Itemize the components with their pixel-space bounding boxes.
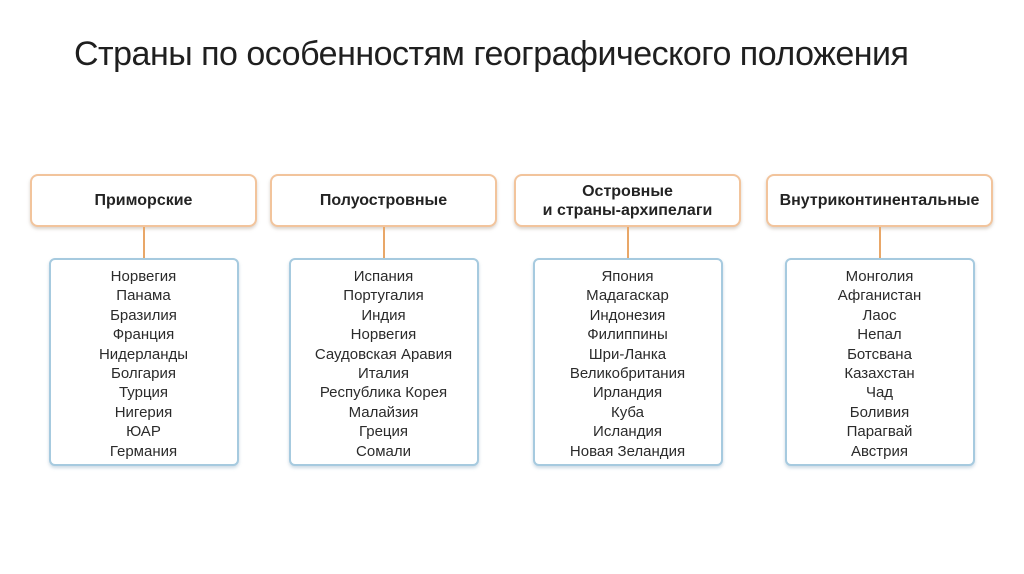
country-item: Великобритания (569, 365, 686, 383)
country-list-box (533, 258, 723, 466)
category-header-box (766, 174, 993, 227)
category-header-box (270, 174, 497, 227)
country-item: Новая Зеландия (569, 442, 686, 460)
country-list-box (289, 258, 479, 466)
category-label: Внутриконтинентальные (779, 192, 980, 209)
country-item: ЮАР (126, 423, 161, 441)
country-item: Боливия (849, 403, 910, 421)
category-label: Приморские (94, 192, 193, 209)
country-item: Турция (118, 384, 169, 402)
country-item: Австрия (850, 442, 909, 460)
country-item: Куба (611, 403, 644, 421)
country-item: Германия (109, 442, 178, 460)
country-item: Монголия (845, 268, 914, 285)
country-item: Шри-Ланка (588, 345, 667, 363)
category-label: Полуостровные (319, 192, 448, 209)
country-item: Республика Корея (319, 384, 448, 402)
country-item: Нигерия (114, 403, 173, 421)
category-column (30, 174, 257, 466)
connector-line (879, 227, 881, 258)
country-item: Панама (116, 287, 171, 305)
category-header-box (514, 174, 741, 227)
country-item: Казахстан (844, 365, 915, 383)
country-item: Норвегия (350, 326, 417, 344)
country-item: Филиппины (587, 326, 668, 344)
category-label: и страны-архипелаги (542, 201, 713, 219)
country-item: Исландия (593, 423, 662, 441)
country-list-box (49, 258, 239, 466)
country-item: Франция (112, 326, 175, 344)
country-item: Ирландия (592, 384, 663, 402)
country-item: Болгария (111, 365, 176, 383)
country-item: Индонезия (589, 306, 666, 324)
country-item: Бразилия (110, 306, 177, 324)
category-header-box (30, 174, 257, 227)
country-item: Лаос (862, 306, 897, 324)
country-item: Ботсвана (847, 345, 912, 363)
connector-line (143, 227, 145, 258)
country-item: Индия (361, 306, 406, 324)
category-column (270, 174, 497, 466)
country-item: Норвегия (110, 268, 177, 285)
country-item: Сомали (356, 442, 411, 460)
category-column (766, 174, 993, 466)
category-column (514, 174, 741, 466)
country-list-box (785, 258, 975, 466)
country-item: Саудовская Аравия (314, 345, 453, 363)
connector-line (627, 227, 629, 258)
country-item: Парагвай (846, 423, 913, 441)
category-label: Островные (582, 182, 673, 200)
country-item: Мадагаскар (586, 287, 669, 305)
page-title: Страны по особенностям географического положения (74, 35, 909, 73)
country-item: Португалия (343, 287, 424, 305)
country-item: Афганистан (837, 287, 922, 305)
country-item: Чад (865, 384, 894, 402)
country-item: Япония (601, 268, 654, 285)
categories-diagram (0, 174, 1024, 474)
country-item: Малайзия (348, 403, 419, 421)
country-item: Нидерланды (98, 345, 189, 363)
country-item: Непал (857, 326, 902, 344)
country-item: Греция (358, 423, 409, 441)
country-item: Испания (353, 268, 414, 285)
connector-line (383, 227, 385, 258)
country-item: Италия (357, 365, 410, 383)
